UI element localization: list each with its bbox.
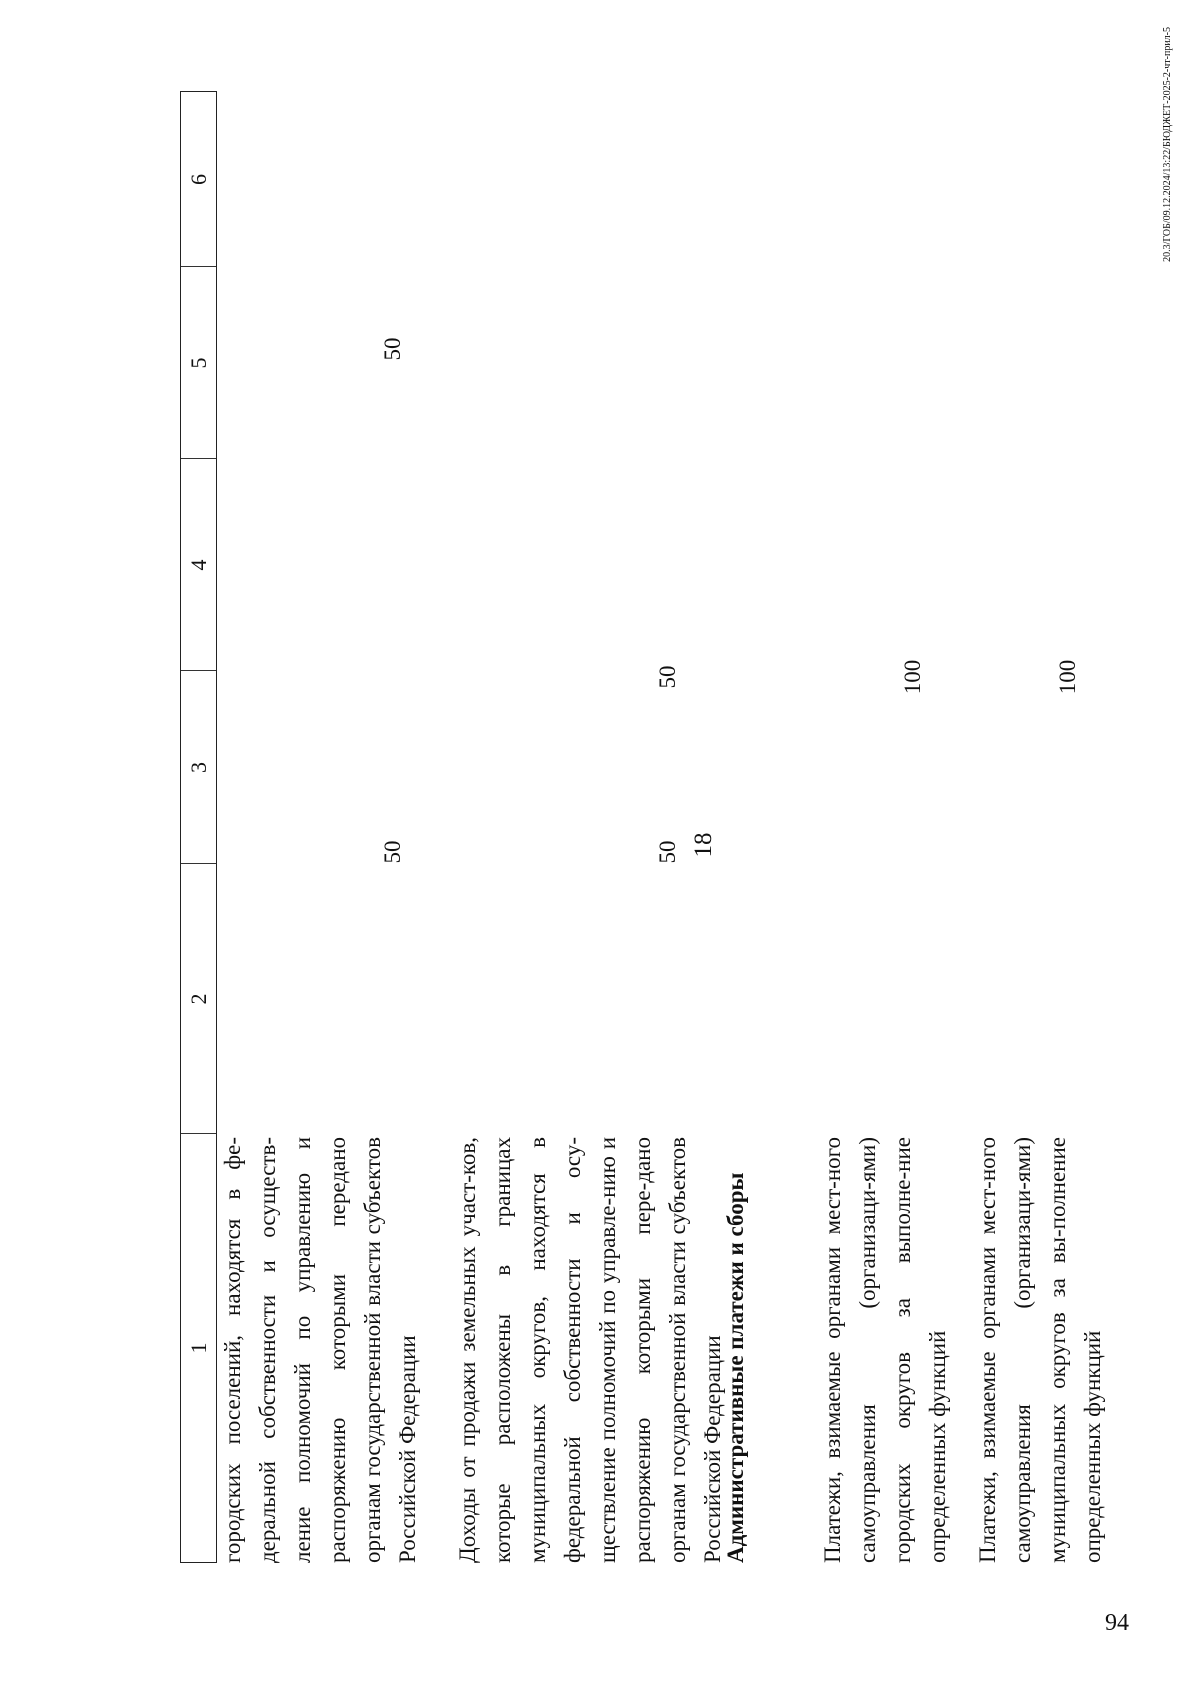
table-row-value-col2: 50 [655, 840, 680, 864]
table-row-heading: Административные платежи и сборы [723, 1172, 748, 1563]
side-page-number: 94 [1105, 1610, 1129, 1636]
table-row-value-col3: 50 [655, 665, 680, 689]
column-header-1: 1 [181, 1133, 216, 1562]
table-row-text: Доходы от продажи земельных участ-ков, которые расположены в границах муниципальных округов, находятся в федеральной собственности и осу-ществление полномочий по управле-нию и распоряжению которыми пере-дано органам государственной власти субъектов Российской Федерации [455, 1137, 725, 1563]
column-header-5: 5 [181, 266, 216, 459]
column-header-2: 2 [181, 863, 216, 1134]
table-row-value-col3: 100 [900, 659, 925, 695]
column-header-3: 3 [181, 670, 216, 864]
table-row-text: Платежи, взимаемые органами мест-ного самоуправления (организаци-ями) городских округов за выполне-ние определенных функций [820, 1137, 950, 1563]
page-number: 18 [690, 832, 717, 858]
footer-code: 20.3/ГОБ/09.12.2024/13:22/БЮДЖЕТ-2025-2-чт-прил-5 [1162, 27, 1173, 262]
table-row-value-col5: 50 [380, 337, 405, 361]
column-header-6: 6 [185, 174, 211, 185]
table-row-value-col2: 50 [380, 840, 405, 864]
column-header-4: 4 [181, 458, 216, 671]
table-header [180, 91, 217, 1563]
table-row-text: городских поселений, находятся в фе-деральной собственности и осуществ-ление полномочий по управлению и распоряжению которыми передано органам государственной власти субъектов Российской Федерации [220, 1137, 420, 1563]
table-row-value-col3: 100 [1055, 659, 1080, 695]
table-row-text: Платежи, взимаемые органами мест-ного самоуправления (организаци-ями) муниципальных округов за вы-полнение определенных функций [975, 1137, 1105, 1563]
